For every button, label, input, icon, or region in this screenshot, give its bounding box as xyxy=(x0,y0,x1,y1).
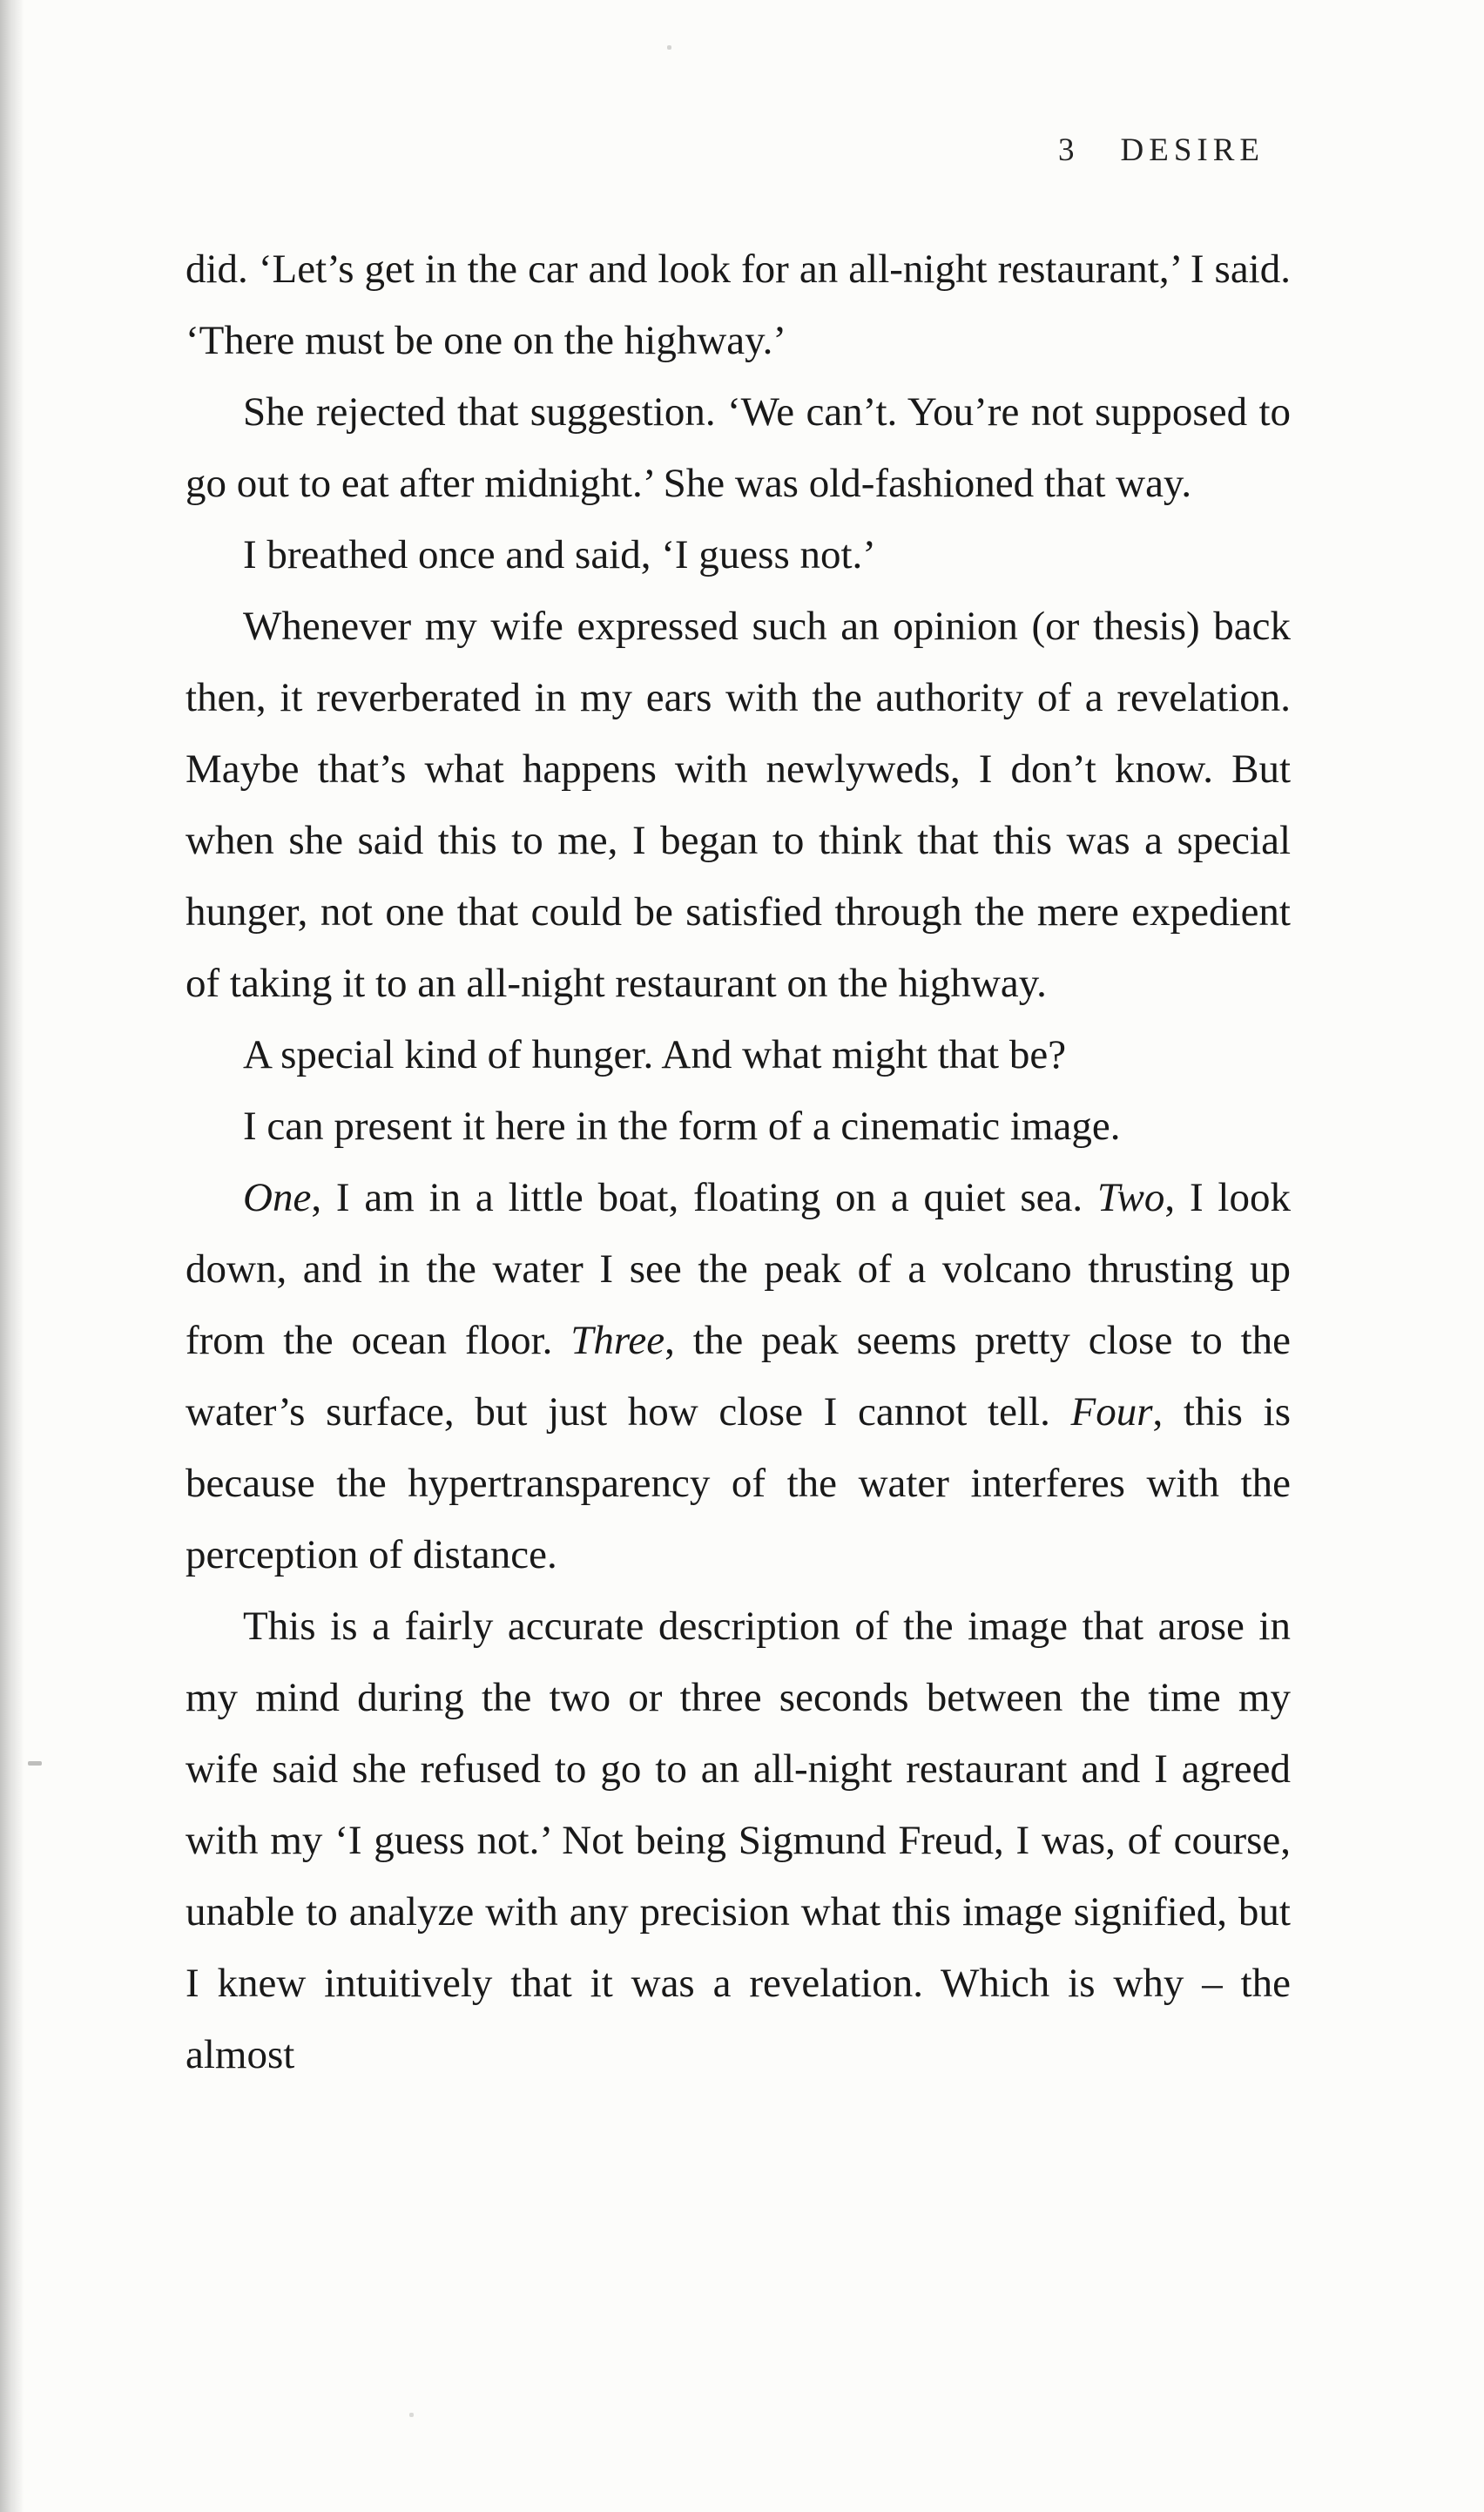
text-run: A special kind of hunger. And what might that be? xyxy=(243,1032,1067,1077)
paragraph xyxy=(186,1162,1291,1590)
paragraph xyxy=(186,233,1291,376)
italic-text-run: Two xyxy=(1096,1175,1165,1220)
running-head: DESIRE xyxy=(1120,132,1265,168)
italic-text-run: Four xyxy=(1070,1389,1153,1435)
page-number: 3 xyxy=(1058,132,1076,168)
text-run: She rejected that suggestion. ‘We can’t. You’re not supposed to go out to eat after midnight.’ She was old-fashioned that way. xyxy=(186,389,1291,506)
text-run: I breathed once and said, ‘I guess not.’ xyxy=(243,532,876,577)
scan-speck xyxy=(409,2413,414,2417)
text-run: did. ‘Let’s get in the car and look for an all-night restaurant,’ I said. ‘There must be one on the highway.’ xyxy=(186,246,1291,363)
text-run: , I look down, and in the water I see the peak of a volcano thrusting up from the ocean floor. xyxy=(186,1175,1291,1363)
scan-speck xyxy=(667,45,671,50)
text-run: I can present it here in the form of a cinematic image. xyxy=(243,1104,1121,1149)
paragraph xyxy=(186,376,1291,519)
scan-mark xyxy=(28,1761,42,1766)
text-run: Whenever my wife expressed such an opinion (or thesis) back then, it reverberated in my ears with the authority of a revelation. Maybe that’s what happens with newlyweds, I don’t know. But when she said this to me, I began to think that this was a special hunger, not one that could be satisfied through the mere expedient of taking it to an all-night restaurant on the highway. xyxy=(186,604,1291,1006)
italic-text-run: One xyxy=(243,1175,312,1220)
paragraph xyxy=(186,1590,1291,2090)
running-header xyxy=(186,131,1291,171)
text-run: , this is because the hypertransparency of the water interferes with the perception of distance. xyxy=(186,1389,1291,1577)
paragraph xyxy=(186,519,1291,591)
body-text xyxy=(186,233,1291,2090)
text-run: This is a fairly accurate description of the image that arose in my mind during the two or three seconds between the time my wife said she refused to go to an all-night restaurant and I agreed with my ‘I guess not.’ Not being Sigmund Freud, I was, of course, unable to analyze with any precision what this image signified, but I knew intuitively that it was a revelation. Which is why – the almost xyxy=(186,1604,1291,2077)
page-edge-shadow xyxy=(0,0,24,2512)
paragraph xyxy=(186,1019,1291,1091)
text-run: , the peak seems pretty close to the water’s surface, but just how close I cannot tell. xyxy=(186,1318,1291,1435)
paragraph xyxy=(186,591,1291,1019)
italic-text-run: Three xyxy=(570,1318,665,1363)
paragraph xyxy=(186,1091,1291,1162)
text-run: , I am in a little boat, floating on a quiet sea. xyxy=(311,1175,1097,1220)
